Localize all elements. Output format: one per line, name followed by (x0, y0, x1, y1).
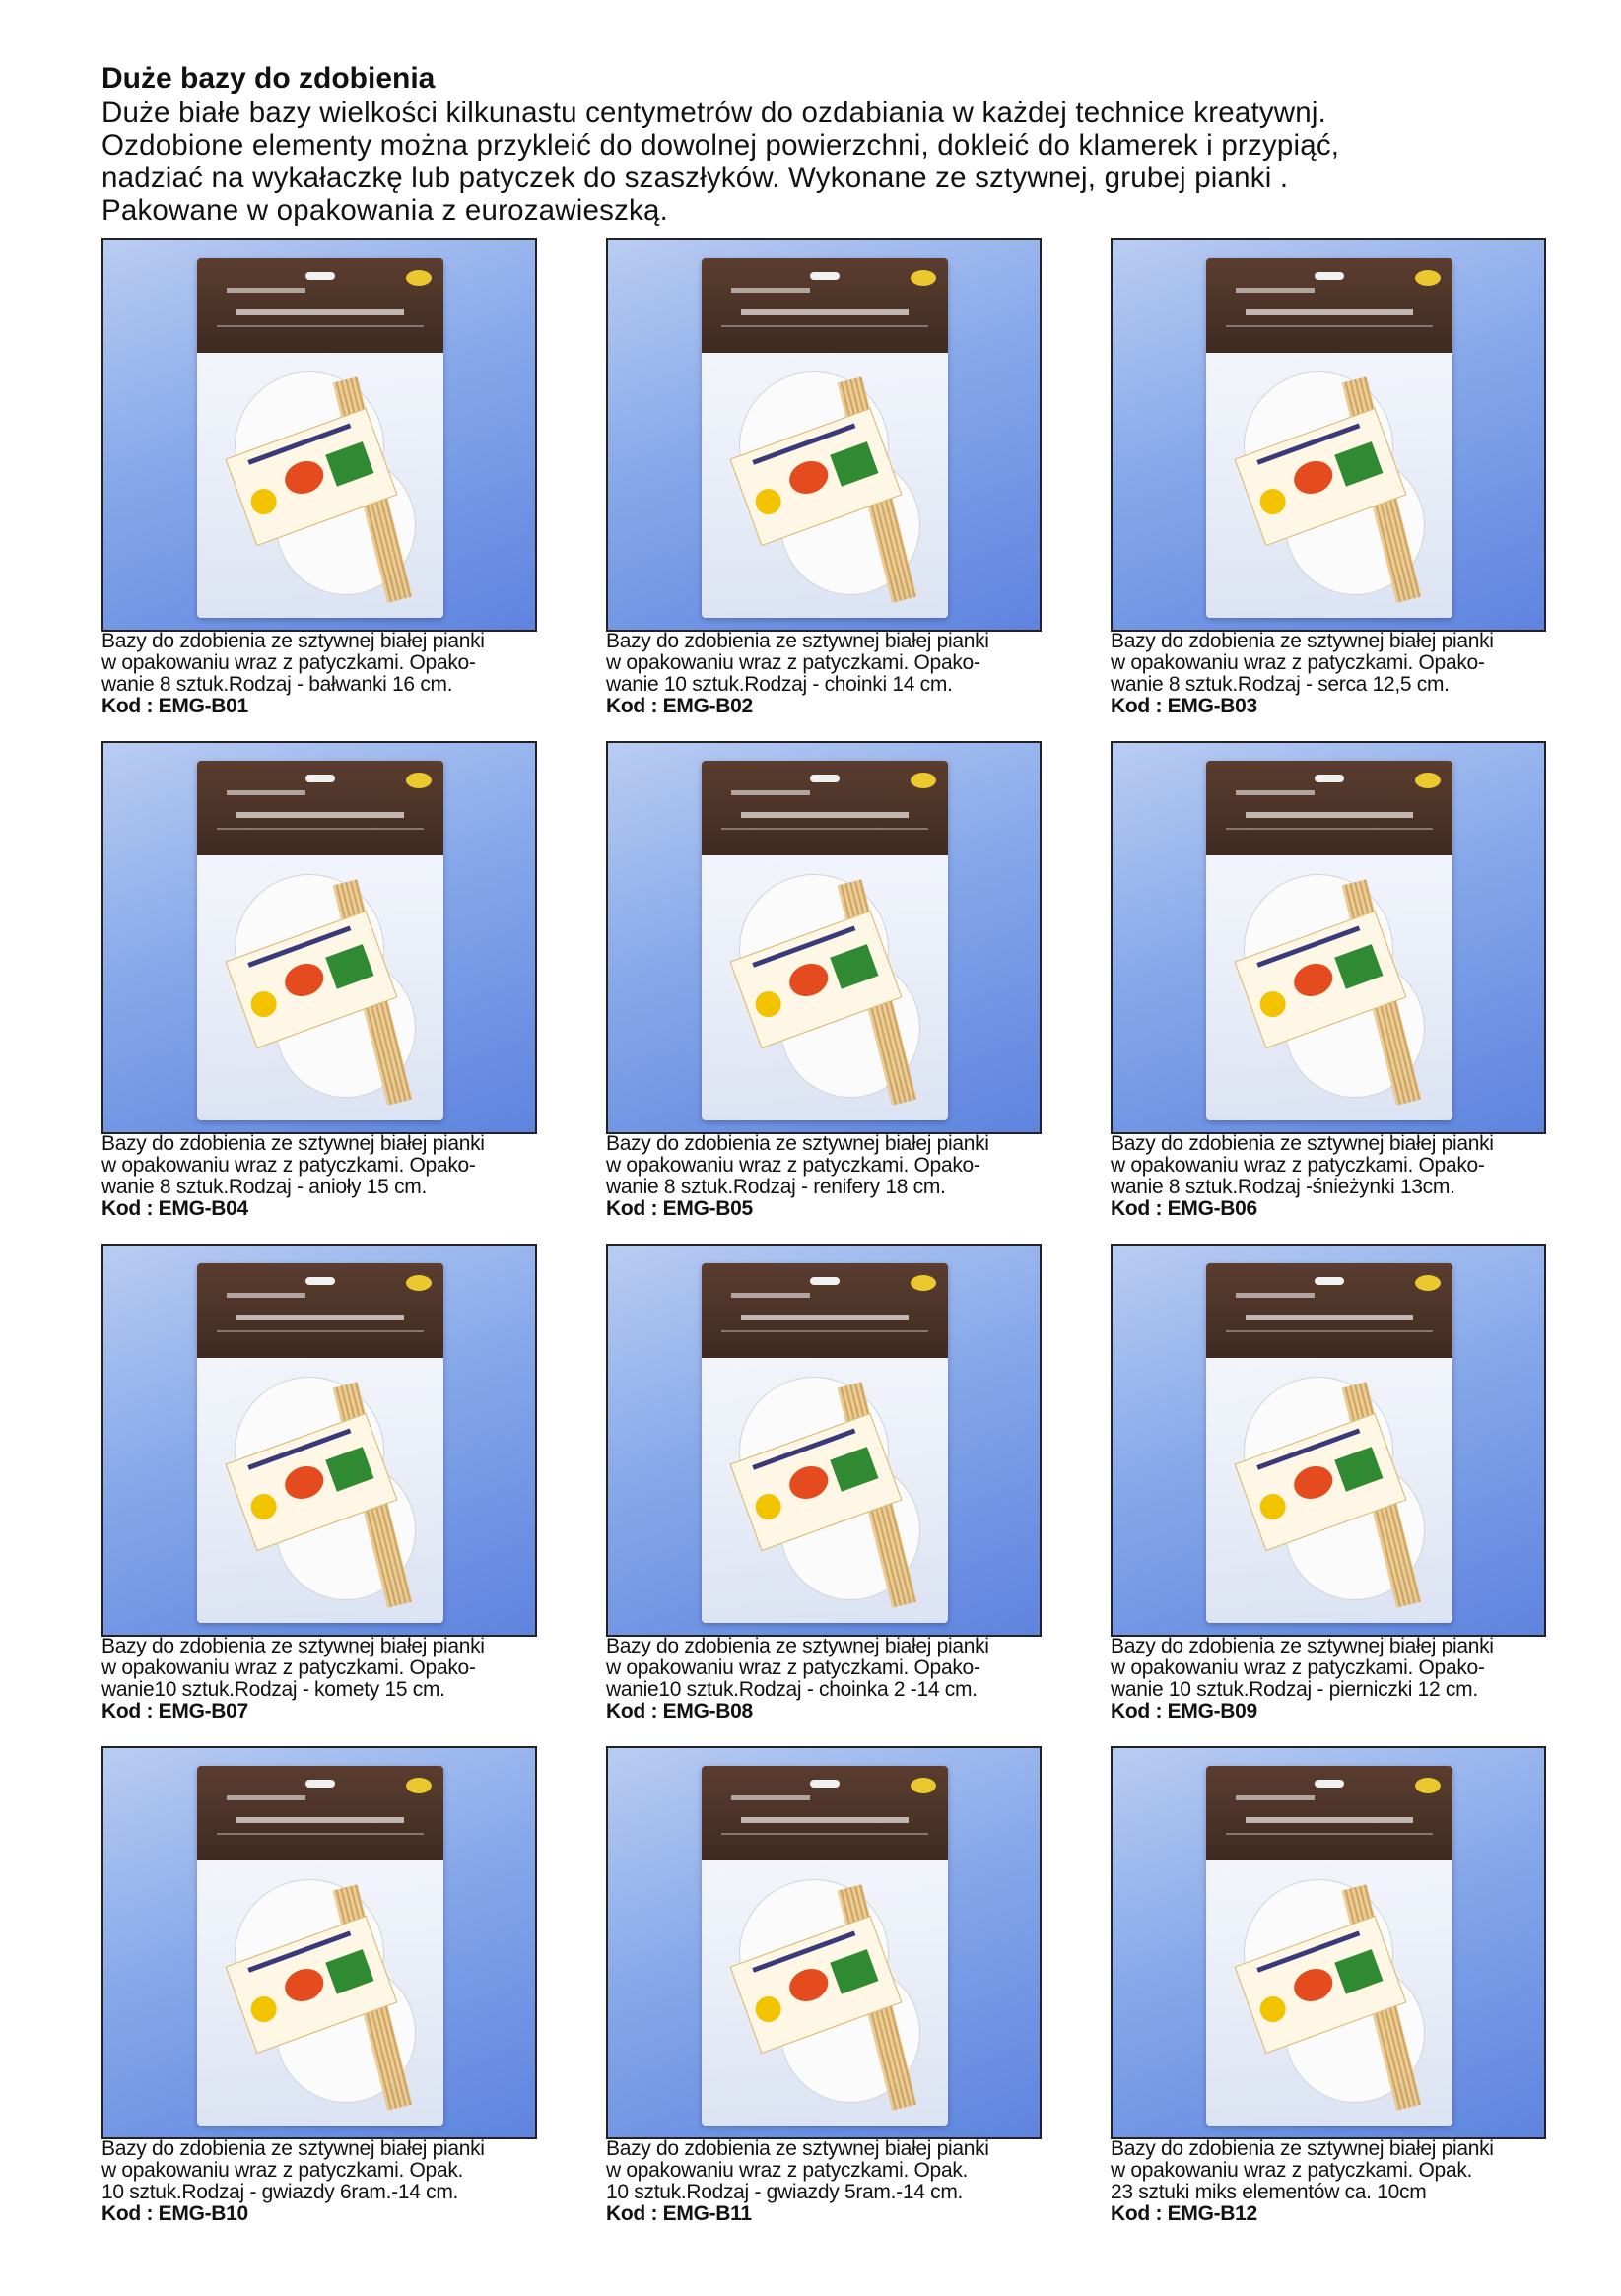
product-caption (1111, 631, 1546, 717)
caption-line: Bazy do zdobienia ze sztywnej białej pianki (1111, 1132, 1494, 1155)
brand-logo (406, 773, 432, 788)
header-text-graphic (1236, 1293, 1315, 1298)
product-photo (101, 238, 537, 632)
caption-line: wanie 8 sztuk.Rodzaj - anioły 15 cm. (101, 1176, 428, 1198)
package-header-card (1206, 761, 1452, 855)
header-ornament (1226, 1833, 1433, 1835)
intro-text (101, 97, 1540, 227)
product-caption (606, 631, 1042, 717)
caption-line: 10 sztuk.Rodzaj - gwiazdy 5ram.-14 cm. (606, 2181, 964, 2203)
product-photo (1111, 1244, 1546, 1637)
euro-hanger-hole (1315, 775, 1344, 782)
product-package (702, 1766, 948, 2126)
brand-logo (1415, 270, 1441, 286)
caption-line: 23 sztuki miks elementów ca. 10cm (1111, 2181, 1427, 2203)
header-ornament (217, 1330, 424, 1332)
page-header (101, 61, 1540, 227)
caption-line: w opakowaniu wraz z patyczkami. Opako- (101, 651, 476, 674)
header-ornament (721, 1833, 928, 1835)
product-package (702, 761, 948, 1120)
package-header-card (702, 1766, 948, 1860)
product-code: Kod : EMG-B05 (606, 1197, 753, 1220)
product-code: Kod : EMG-B11 (606, 2202, 752, 2225)
euro-hanger-hole (305, 775, 335, 782)
package-header-card (197, 258, 443, 353)
product-caption (101, 1133, 537, 1220)
package-header-card (1206, 258, 1452, 353)
caption-line: w opakowaniu wraz z patyczkami. Opako- (101, 1656, 476, 1679)
product-photo (606, 1244, 1042, 1637)
package-header-card (702, 761, 948, 855)
product-photo (101, 1746, 537, 2139)
header-ornament (217, 325, 424, 327)
package-header-card (197, 1766, 443, 1860)
header-ornament (1226, 325, 1433, 327)
product-photo (101, 741, 537, 1134)
caption-line: wanie 8 sztuk.Rodzaj - renifery 18 cm. (606, 1176, 946, 1198)
brand-logo (1415, 773, 1441, 788)
caption-line: wanie 8 sztuk.Rodzaj - serca 12,5 cm. (1111, 673, 1450, 696)
caption-line: wanie10 sztuk.Rodzaj - komety 15 cm. (101, 1678, 445, 1701)
product-package (1206, 1766, 1452, 2126)
caption-line: w opakowaniu wraz z patyczkami. Opako- (1111, 1154, 1485, 1177)
product-photo (1111, 238, 1546, 632)
header-text-graphic (1236, 288, 1315, 293)
product-caption (1111, 2138, 1546, 2225)
product-package (702, 1263, 948, 1623)
product-package (197, 1263, 443, 1623)
caption-line: wanie10 sztuk.Rodzaj - choinka 2 -14 cm. (606, 1678, 978, 1701)
package-header-card (702, 1263, 948, 1358)
header-text-graphic (1236, 1795, 1315, 1800)
euro-hanger-hole (810, 775, 840, 782)
header-ornament (721, 1330, 928, 1332)
product-code: Kod : EMG-B04 (101, 1197, 248, 1220)
header-text-graphic (236, 309, 404, 315)
header-text-graphic (741, 309, 909, 315)
header-text-graphic (1236, 790, 1315, 795)
product-code: Kod : EMG-B09 (1111, 1700, 1257, 1722)
header-ornament (1226, 1330, 1433, 1332)
caption-line: wanie 8 sztuk.Rodzaj -śnieżynki 13cm. (1111, 1176, 1455, 1198)
header-text-graphic (741, 1315, 909, 1320)
brand-logo (911, 1778, 936, 1793)
euro-hanger-hole (305, 272, 335, 280)
product-code: Kod : EMG-B08 (606, 1700, 753, 1722)
product-photo (1111, 741, 1546, 1134)
caption-line: wanie 10 sztuk.Rodzaj - choinki 14 cm. (606, 673, 953, 696)
product-package (1206, 761, 1452, 1120)
brand-logo (911, 1275, 936, 1291)
euro-hanger-hole (305, 1780, 335, 1788)
product-code: Kod : EMG-B12 (1111, 2202, 1257, 2225)
product-photo (606, 1746, 1042, 2139)
product-code: Kod : EMG-B06 (1111, 1197, 1257, 1220)
caption-line: Bazy do zdobienia ze sztywnej białej pianki (1111, 1635, 1494, 1657)
caption-line: w opakowaniu wraz z patyczkami. Opako- (606, 651, 980, 674)
product-package (1206, 258, 1452, 618)
product-caption (606, 1636, 1042, 1722)
package-header-card (1206, 1766, 1452, 1860)
caption-line: w opakowaniu wraz z patyczkami. Opako- (1111, 651, 1485, 674)
product-photo (606, 741, 1042, 1134)
caption-line: w opakowaniu wraz z patyczkami. Opako- (606, 1154, 980, 1177)
product-code: Kod : EMG-B03 (1111, 695, 1257, 717)
euro-hanger-hole (810, 1780, 840, 1788)
header-ornament (217, 828, 424, 830)
intro-line: Pakowane w opakowania z eurozawieszką. (101, 194, 668, 227)
euro-hanger-hole (1315, 1277, 1344, 1285)
product-caption (606, 1133, 1042, 1220)
brand-logo (406, 1778, 432, 1793)
header-text-graphic (741, 1817, 909, 1823)
product-package (702, 258, 948, 618)
intro-line: nadziać na wykałaczkę lub patyczek do szaszłyków. Wykonane ze sztywnej, grubej pianki . (101, 162, 1289, 194)
header-ornament (217, 1833, 424, 1835)
brand-logo (1415, 1778, 1441, 1793)
euro-hanger-hole (1315, 272, 1344, 280)
product-photo (1111, 1746, 1546, 2139)
caption-line: Bazy do zdobienia ze sztywnej białej pianki (101, 1132, 485, 1155)
product-code: Kod : EMG-B07 (101, 1700, 248, 1722)
caption-line: Bazy do zdobienia ze sztywnej białej pianki (606, 1635, 989, 1657)
brand-logo (406, 270, 432, 286)
product-photo (101, 1244, 537, 1637)
brand-logo (406, 1275, 432, 1291)
product-code: Kod : EMG-B10 (101, 2202, 248, 2225)
euro-hanger-hole (1315, 1780, 1344, 1788)
caption-line: Bazy do zdobienia ze sztywnej białej pianki (101, 630, 485, 652)
caption-line: wanie 10 sztuk.Rodzaj - pierniczki 12 cm. (1111, 1678, 1478, 1701)
header-text-graphic (236, 812, 404, 818)
caption-line: w opakowaniu wraz z patyczkami. Opako- (606, 1656, 980, 1679)
brand-logo (911, 270, 936, 286)
product-caption (101, 1636, 537, 1722)
product-caption (101, 631, 537, 717)
header-text-graphic (1246, 309, 1413, 315)
header-text-graphic (227, 288, 305, 293)
header-text-graphic (227, 790, 305, 795)
header-text-graphic (227, 1293, 305, 1298)
header-text-graphic (741, 812, 909, 818)
caption-line: Bazy do zdobienia ze sztywnej białej pianki (101, 2137, 485, 2160)
header-text-graphic (731, 288, 810, 293)
euro-hanger-hole (810, 1277, 840, 1285)
caption-line: wanie 8 sztuk.Rodzaj - bałwanki 16 cm. (101, 673, 453, 696)
caption-line: w opakowaniu wraz z patyczkami. Opako- (101, 1154, 476, 1177)
header-text-graphic (731, 790, 810, 795)
header-ornament (721, 828, 928, 830)
header-text-graphic (731, 1795, 810, 1800)
page-title: Duże bazy do zdobienia (101, 62, 436, 95)
package-header-card (702, 258, 948, 353)
caption-line: 10 sztuk.Rodzaj - gwiazdy 6ram.-14 cm. (101, 2181, 459, 2203)
product-caption (101, 2138, 537, 2225)
header-text-graphic (1246, 812, 1413, 818)
product-package (197, 258, 443, 618)
package-header-card (197, 761, 443, 855)
product-package (197, 1766, 443, 2126)
product-package (1206, 1263, 1452, 1623)
caption-line: Bazy do zdobienia ze sztywnej białej pianki (606, 2137, 989, 2160)
header-text-graphic (236, 1817, 404, 1823)
product-caption (1111, 1636, 1546, 1722)
euro-hanger-hole (810, 272, 840, 280)
header-ornament (1226, 828, 1433, 830)
caption-line: w opakowaniu wraz z patyczkami. Opako- (1111, 1656, 1485, 1679)
header-text-graphic (1246, 1817, 1413, 1823)
caption-line: Bazy do zdobienia ze sztywnej białej pianki (1111, 630, 1494, 652)
caption-line: w opakowaniu wraz z patyczkami. Opak. (606, 2159, 969, 2182)
header-text-graphic (227, 1795, 305, 1800)
header-ornament (721, 325, 928, 327)
intro-line: Ozdobione elementy można przykleić do dowolnej powierzchni, dokleić do klamerek i przypiąć, (101, 129, 1340, 162)
intro-line: Duże białe bazy wielkości kilkunastu centymetrów do ozdabiania w każdej technice kreatywnj. (101, 97, 1327, 129)
product-package (197, 761, 443, 1120)
header-text-graphic (731, 1293, 810, 1298)
product-caption (606, 2138, 1042, 2225)
product-photo (606, 238, 1042, 632)
product-caption (1111, 1133, 1546, 1220)
caption-line: Bazy do zdobienia ze sztywnej białej pianki (101, 1635, 485, 1657)
caption-line: Bazy do zdobienia ze sztywnej białej pianki (1111, 2137, 1494, 2160)
brand-logo (911, 773, 936, 788)
package-header-card (1206, 1263, 1452, 1358)
caption-line: w opakowaniu wraz z patyczkami. Opak. (1111, 2159, 1473, 2182)
brand-logo (1415, 1275, 1441, 1291)
package-header-card (197, 1263, 443, 1358)
header-text-graphic (236, 1315, 404, 1320)
header-text-graphic (1246, 1315, 1413, 1320)
caption-line: Bazy do zdobienia ze sztywnej białej pianki (606, 630, 989, 652)
euro-hanger-hole (305, 1277, 335, 1285)
caption-line: Bazy do zdobienia ze sztywnej białej pianki (606, 1132, 989, 1155)
product-code: Kod : EMG-B02 (606, 695, 753, 717)
product-code: Kod : EMG-B01 (101, 695, 248, 717)
caption-line: w opakowaniu wraz z patyczkami. Opak. (101, 2159, 464, 2182)
